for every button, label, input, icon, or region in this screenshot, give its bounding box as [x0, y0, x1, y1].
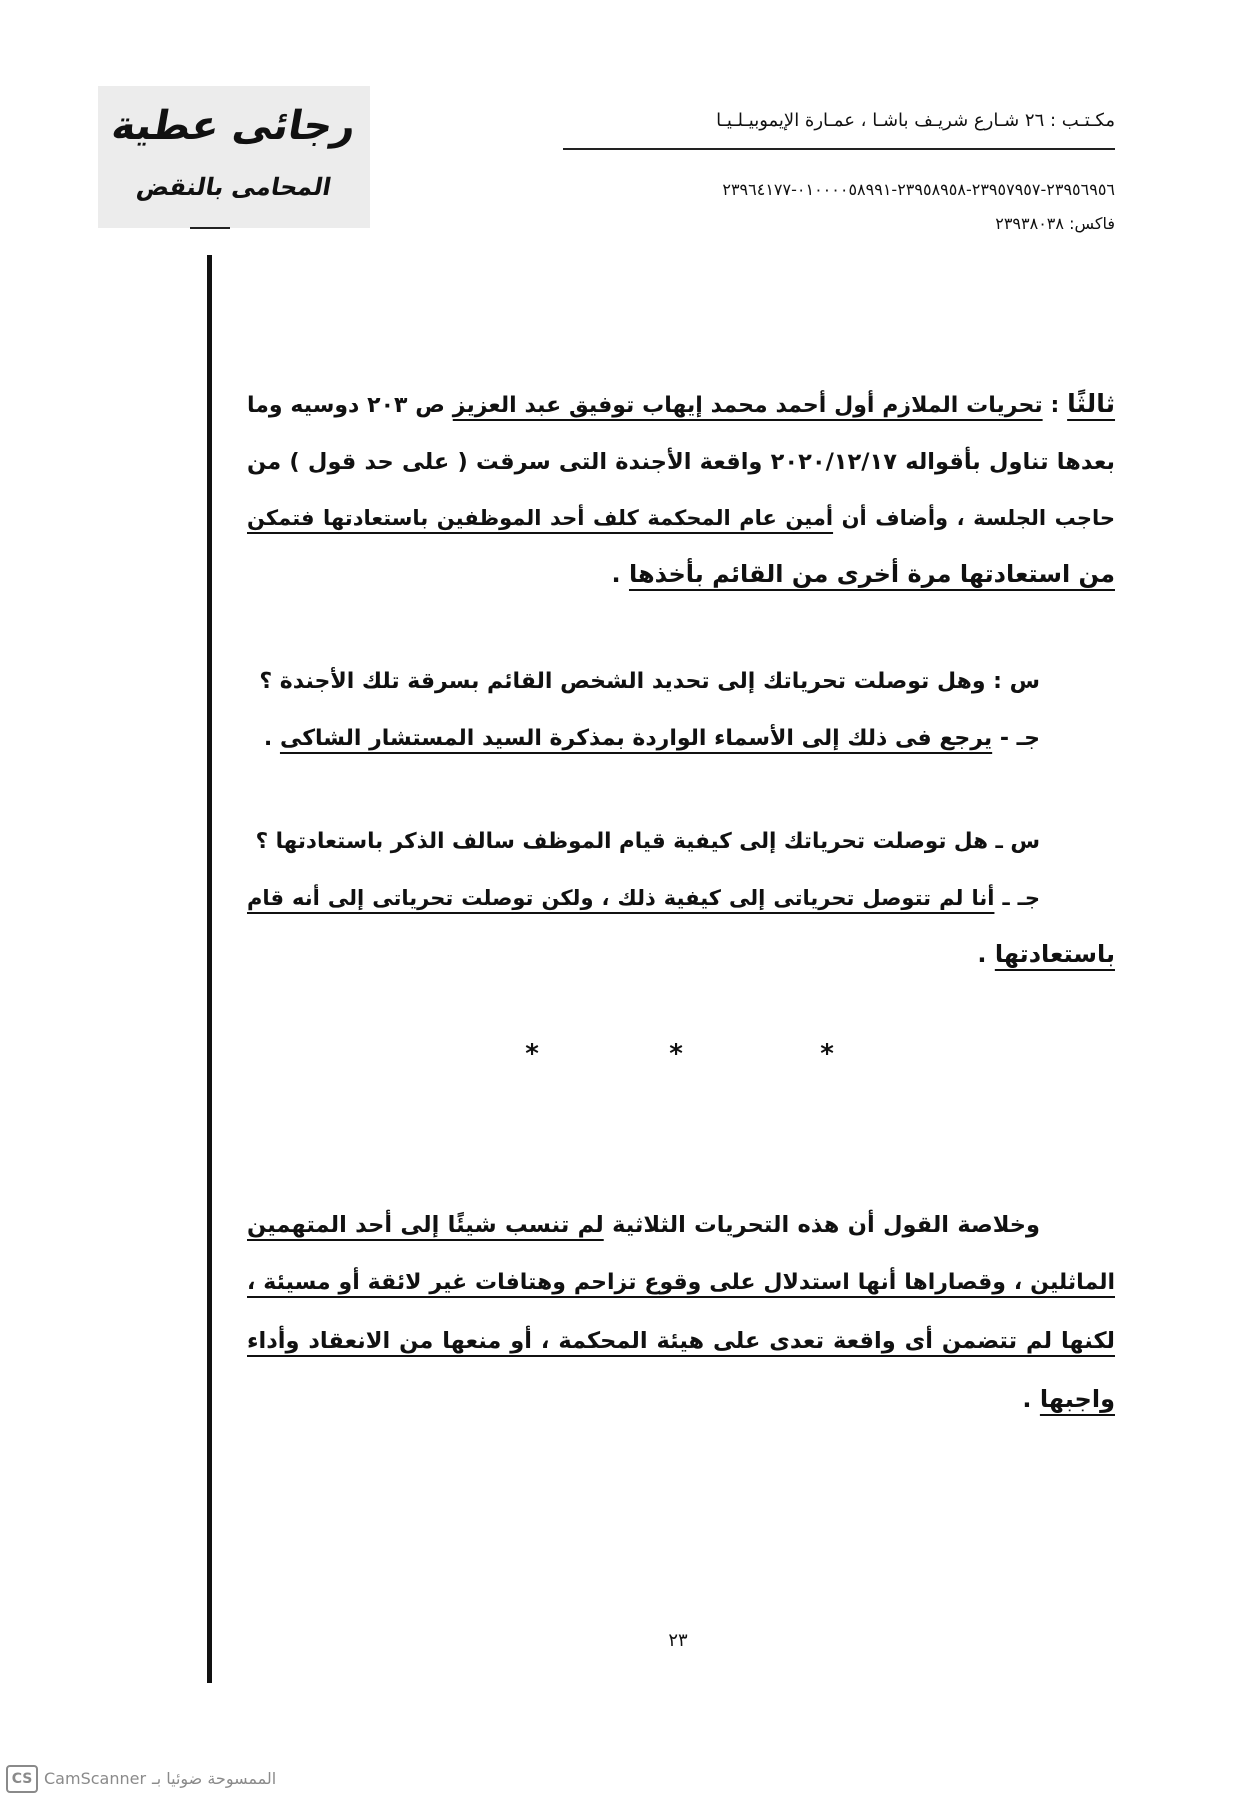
answer-2-prefix: جـ ـ: [994, 886, 1040, 910]
answer-2-line-2: [247, 926, 1115, 982]
header-divider: [563, 148, 1115, 150]
section-three-line-3-underlined: أمين عام المحكمة كلف أحد الموظفين باستعادتها فتمكن: [247, 506, 834, 530]
logo-underline: [190, 227, 230, 229]
office-fax: فاكس: ٢٣٩٣٨٠٣٨: [995, 214, 1115, 233]
conclusion-line-3-underlined: لكنها لم تتضمن أى واقعة تعدى على هيئة المحكمة ، أو منعها من الانعقاد وأداء: [247, 1328, 1115, 1354]
answer-1-end: .: [263, 726, 280, 751]
section-three-line-4-underlined: من استعادتها مرة أخرى من القائم بأخذها: [628, 560, 1115, 588]
section-three-line-4: [247, 546, 1115, 602]
margin-rule: [207, 255, 212, 1683]
law-office-logo: [98, 86, 370, 228]
investigating-officer: تحريات الملازم أول أحمد محمد إيهاب توفيق عبد العزيز: [452, 393, 1043, 418]
answer-2-line-1: [247, 870, 1115, 926]
conclusion-line-2: [247, 1254, 1115, 1312]
question-1: س : وهل توصلت تحرياتك إلى تحديد الشخص القائم بسرقة تلك الأجندة ؟: [259, 669, 1040, 694]
section-three-line-1: [247, 376, 1115, 434]
camscanner-watermark: [6, 1765, 276, 1793]
section-three-line-2: بعدها تناول بأقواله ٢٠٢٠/١٢/١٧ واقعة الأجندة التى سرقت ( على حد قول ) من: [247, 449, 1115, 475]
conclusion-line-4-underlined: واجبها: [1039, 1385, 1115, 1413]
answer-1-prefix: جـ -: [992, 726, 1040, 751]
section-three-line-3-plain: حاجب الجلسة ، وأضاف أن: [833, 506, 1115, 530]
separator-star-1: *: [525, 1039, 539, 1069]
qa-pair-2: [247, 814, 1115, 982]
conclusion-line-3: [247, 1312, 1115, 1370]
separator-star-2: *: [669, 1039, 683, 1069]
camscanner-brand: CamScanner: [44, 1769, 147, 1788]
section-three-paragraph: [247, 376, 1115, 602]
answer-2-text-cont: باستعادتها: [994, 940, 1115, 968]
question-2: س ـ هل توصلت تحرياتك إلى كيفية قيام الموظف سالف الذكر باستعادتها ؟: [255, 829, 1040, 854]
logo-lawyer-title: المحامى بالنقض: [134, 173, 334, 201]
section-three-heading: ثالثًا: [1067, 389, 1116, 418]
answer-2-end: .: [977, 940, 995, 968]
logo-lawyer-name: رجائى عطية: [108, 103, 360, 149]
answer-1-text: يرجع فى ذلك إلى الأسماء الواردة بمذكرة السيد المستشار الشاكى: [279, 726, 993, 751]
conclusion-line-1: [247, 1196, 1115, 1254]
answer-2-text: أنا لم تتوصل تحرياتى إلى كيفية ذلك ، ولكن توصلت تحرياتى إلى أنه قام: [247, 886, 995, 910]
conclusion-line-1-plain: وخلاصة القول أن هذه التحريات الثلاثية: [603, 1212, 1040, 1238]
office-address: مكـتـب : ٢٦ شـارع شريـف باشـا ، عمـارة الإيموبيـلـيـا: [716, 110, 1115, 131]
section-three-line-3: [247, 490, 1115, 546]
conclusion-line-4: [247, 1370, 1115, 1428]
camscanner-caption: الممسوحة ضوئيا بـ: [152, 1769, 277, 1788]
page-number: ٢٣: [668, 1630, 688, 1651]
answer-1: [247, 710, 1115, 767]
section-three-line-4-end: .: [611, 560, 629, 588]
conclusion-line-1-underlined: لم تنسب شيئًا إلى أحد المتهمين: [247, 1212, 604, 1238]
conclusion-line-2-underlined: الماثلين ، وقصاراها أنها استدلال على وقوع تزاحم وهتافات غير لائقة أو مسيئة ،: [247, 1270, 1115, 1295]
section-three-heading-separator: :: [1042, 393, 1068, 418]
separator-star-3: *: [820, 1039, 834, 1069]
qa-pair-1: [247, 653, 1115, 767]
dossier-reference: ص ٢٠٣ دوسيه وما: [247, 393, 453, 418]
camscanner-badge-icon: CS: [6, 1765, 38, 1793]
conclusion-paragraph: [247, 1196, 1115, 1428]
conclusion-line-4-end: .: [1022, 1385, 1040, 1413]
office-phones: ٢٣٩٥٦٩٥٦-٢٣٩٥٧٩٥٧-٢٣٩٥٨٩٥٨-٠١٠٠٠٠٥٨٩٩١-٢٣٩٦٤١٧٧: [722, 180, 1115, 199]
